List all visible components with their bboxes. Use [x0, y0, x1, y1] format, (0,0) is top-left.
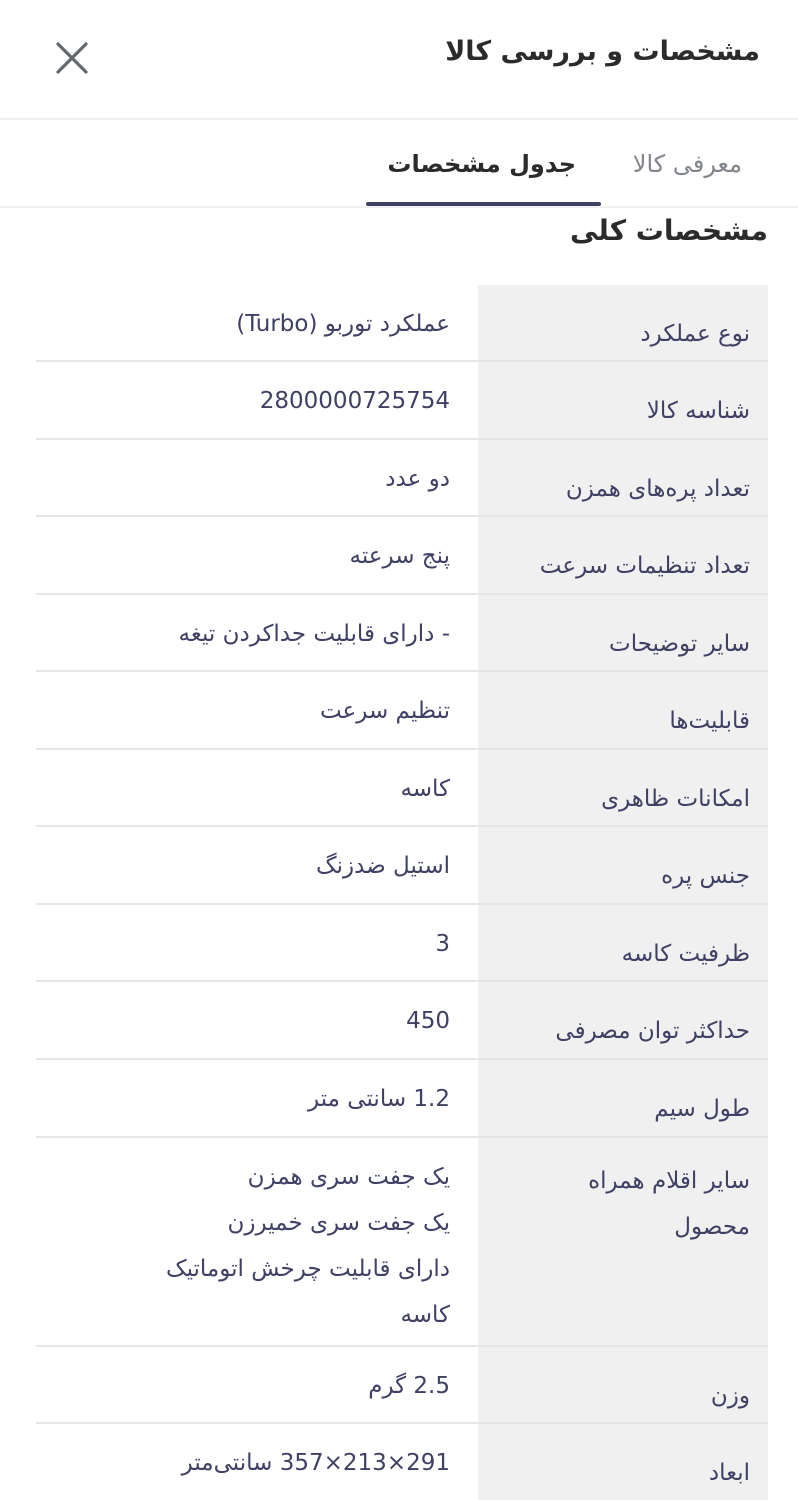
spec-key: وزن: [478, 1347, 768, 1422]
spec-value: 291×213×357 سانتی‌متر: [181, 1450, 450, 1476]
spec-key: حداکثر توان مصرفی: [478, 982, 768, 1058]
spec-row: [36, 750, 768, 827]
spec-value-line: دارای قابلیت چرخش اتوماتیک: [166, 1256, 450, 1282]
spec-value: عملکرد توربو (Turbo): [236, 311, 450, 337]
spec-value: [36, 1138, 478, 1345]
spec-row: [36, 440, 768, 517]
spec-key: تعداد تنظیمات سرعت: [478, 517, 768, 593]
spec-key: امکانات ظاهری: [478, 750, 768, 825]
spec-value: 2800000725754: [259, 388, 450, 414]
spec-value: - دارای قابلیت جداکردن تیغه: [178, 621, 450, 647]
spec-row: [36, 285, 768, 362]
spec-key: ظرفیت کاسه: [478, 905, 768, 980]
spec-value: پنج سرعته: [349, 543, 450, 569]
active-tab-indicator: [366, 202, 601, 206]
spec-row: [36, 827, 768, 905]
spec-key: نوع عملکرد: [478, 285, 768, 360]
page-title: مشخصات و بررسی کالا: [445, 36, 760, 67]
spec-value: کاسه: [400, 776, 450, 802]
spec-key: سایر اقلام همراه محصول: [478, 1138, 768, 1345]
spec-value: 1.2 سانتی متر: [308, 1086, 450, 1112]
spec-value: 450: [406, 1008, 450, 1034]
tab-specifications[interactable]: جدول مشخصات: [387, 150, 576, 178]
tab-product-intro[interactable]: معرفی کالا: [632, 150, 742, 178]
spec-key: قابلیت‌ها: [478, 672, 768, 748]
spec-row: [36, 362, 768, 440]
spec-value: 3: [435, 931, 450, 957]
spec-row: [36, 517, 768, 595]
spec-row: [36, 1060, 768, 1138]
spec-value-line: کاسه: [400, 1302, 450, 1328]
spec-row: [36, 595, 768, 672]
spec-value: 2.5 گرم: [368, 1373, 450, 1399]
spec-value-line: یک جفت سری خمیرزن: [227, 1210, 450, 1236]
spec-row: [36, 1138, 768, 1347]
section-title: مشخصات کلی: [569, 214, 768, 247]
spec-value: استیل ضدزنگ: [316, 853, 450, 879]
tab-bar: [0, 120, 798, 208]
spec-value: تنظیم سرعت: [319, 698, 450, 724]
spec-row: [36, 982, 768, 1060]
close-button[interactable]: [52, 38, 92, 78]
spec-row: [36, 1347, 768, 1424]
spec-key: سایر توضیحات: [478, 595, 768, 670]
header: [0, 0, 798, 120]
spec-value: دو عدد: [385, 466, 450, 492]
close-icon: [52, 38, 92, 78]
spec-key: ابعاد: [478, 1424, 768, 1500]
spec-key: جنس پره: [478, 827, 768, 903]
spec-key: طول سیم: [478, 1060, 768, 1136]
spec-table: [36, 285, 768, 1500]
spec-row: [36, 1424, 768, 1500]
spec-row: [36, 672, 768, 750]
spec-key: تعداد پره‌های همزن: [478, 440, 768, 515]
spec-value-line: یک جفت سری همزن: [247, 1164, 450, 1190]
spec-row: [36, 905, 768, 982]
spec-key: شناسه کالا: [478, 362, 768, 438]
